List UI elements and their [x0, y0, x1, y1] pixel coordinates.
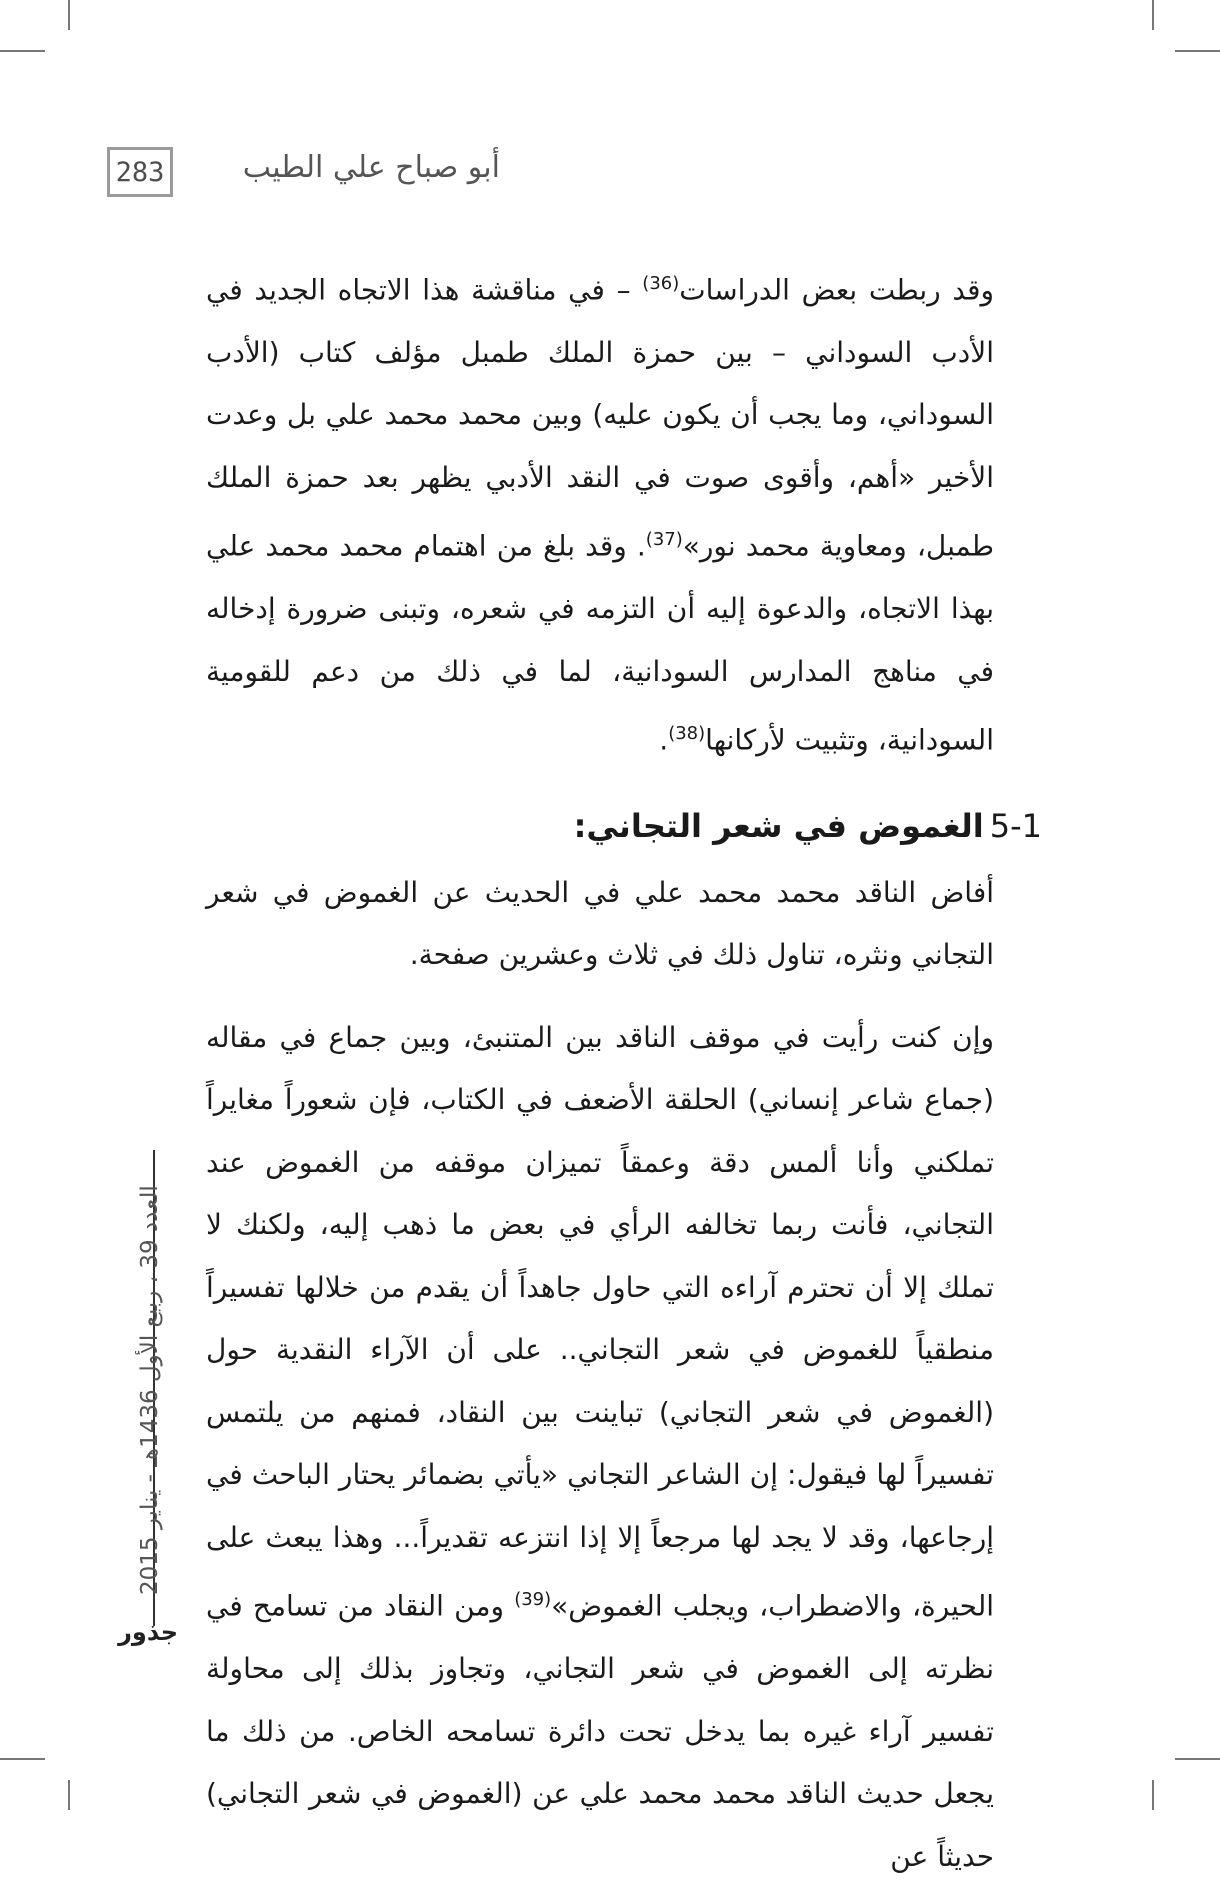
article-body: [206, 253, 1042, 1888]
journal-logo: جذور: [118, 1618, 178, 1646]
paragraph-text: . وقد بلغ من اهتمام محمد محمد علي بهذا الاتجاه، والدعوة إليه أن التزمه في شعره، وتبنى ضرورة إدخاله في مناهج المدارس السودانية، لما في ذلك من دعم للقومية السودانية، وتثبيت لأركانها: [206, 529, 994, 757]
paragraph-text: وقد ربطت بعض الدراسات: [679, 273, 994, 307]
footnote-ref: (39): [514, 1589, 552, 1611]
crop-mark: [1175, 1758, 1220, 1760]
running-head: أبو صباح علي الطيب: [242, 150, 500, 185]
crop-mark: [1152, 0, 1154, 30]
crop-mark: [68, 1780, 70, 1810]
crop-mark: [1175, 50, 1220, 52]
paragraph-text: – في مناقشة هذا الاتجاه الجديد في الأدب السوداني – بين حمزة الملك طمبل مؤلف كتاب (الأدب السوداني، وما يجب أن يكون عليه) وبين محمد محمد علي بل وعدت الأخير «أهم، وأقوى صوت في النقد الأدبي يظهر بعد حمزة الملك طمبل، ومعاوية محمد نور»: [206, 273, 994, 563]
page-number: 283: [107, 147, 173, 197]
footnote-ref: (36): [642, 273, 680, 294]
paragraph-text: .: [659, 723, 669, 757]
paragraph: أفاض الناقد محمد محمد علي في الحديث عن الغموض في شعر التجاني ونثره، تناول ذلك في ثلاث وعشرين صفحة.: [206, 875, 994, 972]
section-title: الغموض في شعر التجاني:: [573, 806, 984, 845]
section-number: 5-1: [989, 806, 1042, 845]
section-heading: [206, 798, 1042, 854]
crop-mark: [0, 1758, 45, 1760]
footnote-ref: (38): [668, 723, 706, 745]
paragraph-text: وإن كنت رأيت في موقف الناقد بين المتنبئ، وبين جماع في مقاله (جماع شاعر إنساني) الحلقة الأضعف في الكتاب، فإن شعوراً مغايراً تملكني وأنا ألمس دقة وعمقاً تميزان موقفه من الغموض عند التجاني، فأنت ربما تخالفه الرأي في بعض ما ذهب إليه، ولكنك لا تملك إلا أن تحترم آراءه التي حاول جاهداً أن يقدم من خلالها تفسيراً منطقياً للغموض في شعر التجاني.. على أن الآراء النقدية حول (الغموض في شعر التجاني) تباينت بين النقاد، فمنهم من يلتمس تفسيراً لها فيقول: إن الشاعر التجاني «يأتي بضمائر يحتار الباحث في إرجاعها، وقد لا يجد لها مرجعاً إلا إذا انتزعه تقديراً... وهذا يبعث على الحيرة، والاضطراب، ويجلب الغموض»: [206, 1020, 994, 1623]
crop-mark: [0, 50, 45, 52]
paragraph-text: ومن النقاد من تسامح في نظرته إلى الغموض في شعر التجاني، وتجاوز بذلك إلى محاولة تفسير آراء غيره بما يدخل تحت دائرة تسامحه الخاص. من ذلك ما يجعل حديث الناقد محمد محمد علي عن (الغموض في شعر التجاني) حديثاً عن: [206, 1589, 994, 1873]
crop-mark: [68, 0, 70, 30]
paragraph: [206, 253, 1042, 772]
issue-line: العدد 39 ، ربيع الأول 1436هـ - يناير 2015: [137, 1185, 163, 1595]
crop-mark: [1152, 1780, 1154, 1810]
footnote-ref: (37): [645, 529, 683, 551]
paragraph: [206, 1007, 1042, 1888]
